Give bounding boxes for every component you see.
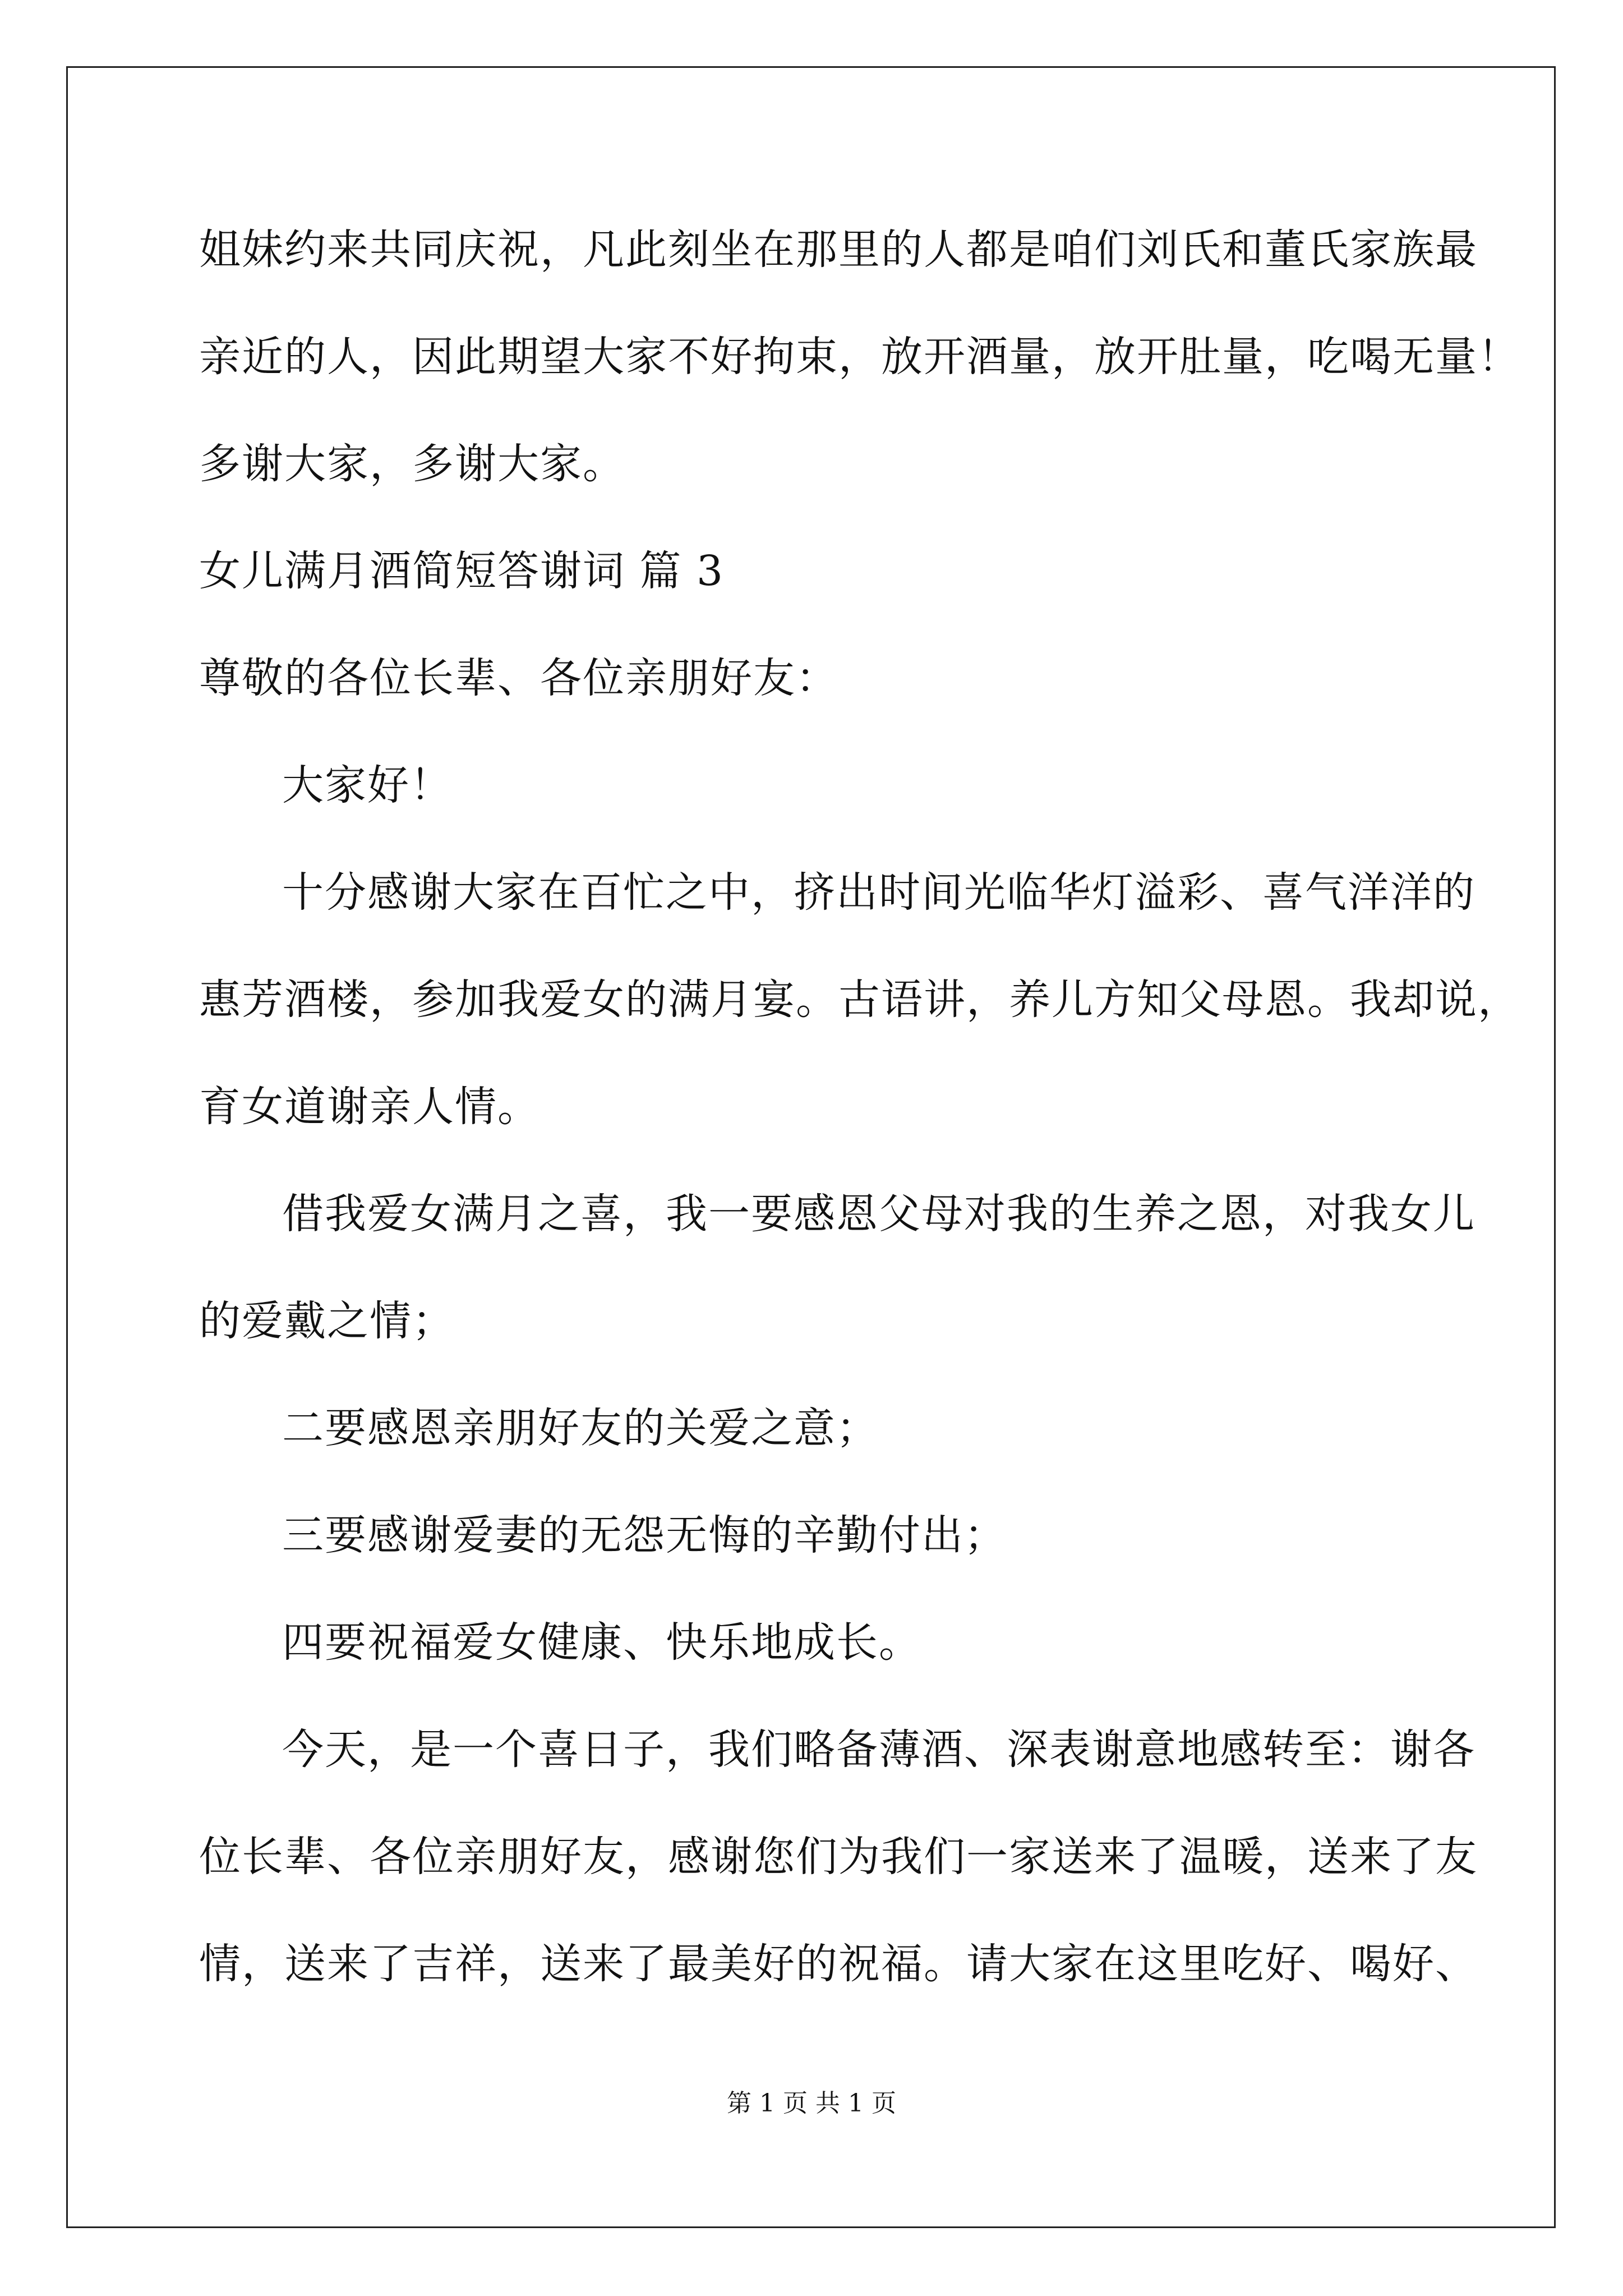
text-line: 姐妹约来共同庆祝，凡此刻坐在那里的人都是咱们刘氏和董氏家族最 bbox=[199, 226, 1478, 274]
text-line: 位长辈、各位亲朋好友，感谢您们为我们一家送来了温暖，送来了友 bbox=[199, 1833, 1478, 1881]
greeting: 大家好！ bbox=[282, 761, 453, 809]
text-line: 四要祝福爱女健康、快乐地成长。 bbox=[282, 1618, 921, 1667]
text-line: 惠芳酒楼，参加我爱女的满月宴。古语讲，养儿方知父母恩。我却说， bbox=[199, 976, 1520, 1024]
text-line: 育女道谢亲人情。 bbox=[199, 1083, 540, 1131]
text-line: 亲近的人，因此期望大家不好拘束，放开酒量，放开肚量，吃喝无量！ bbox=[199, 333, 1520, 381]
text-line: 借我爱女满月之喜，我一要感恩父母对我的生养之恩，对我女儿 bbox=[282, 1190, 1476, 1238]
salutation: 尊敬的各位长辈、各位亲朋好友： bbox=[199, 654, 838, 702]
text-line: 多谢大家，多谢大家。 bbox=[199, 440, 625, 488]
text-line: 三要感谢爱妻的无怨无悔的辛勤付出； bbox=[282, 1511, 1007, 1559]
section-heading: 女儿满月酒简短答谢词 篇 3 bbox=[199, 547, 725, 595]
document-body bbox=[199, 213, 1520, 2035]
page-footer: 第 1 页 共 1 页 bbox=[727, 2089, 896, 2118]
text-line: 今天，是一个喜日子，我们略备薄酒、深表谢意地感转至：谢各 bbox=[282, 1726, 1476, 1774]
text-line: 十分感谢大家在百忙之中，挤出时间光临华灯溢彩、喜气洋洋的 bbox=[282, 868, 1476, 917]
text-line: 二要感恩亲朋好友的关爱之意； bbox=[282, 1404, 879, 1452]
text-line: 情，送来了吉祥，送来了最美好的祝福。请大家在这里吃好、喝好、 bbox=[199, 1940, 1478, 1988]
text-line: 的爱戴之情； bbox=[199, 1297, 455, 1345]
